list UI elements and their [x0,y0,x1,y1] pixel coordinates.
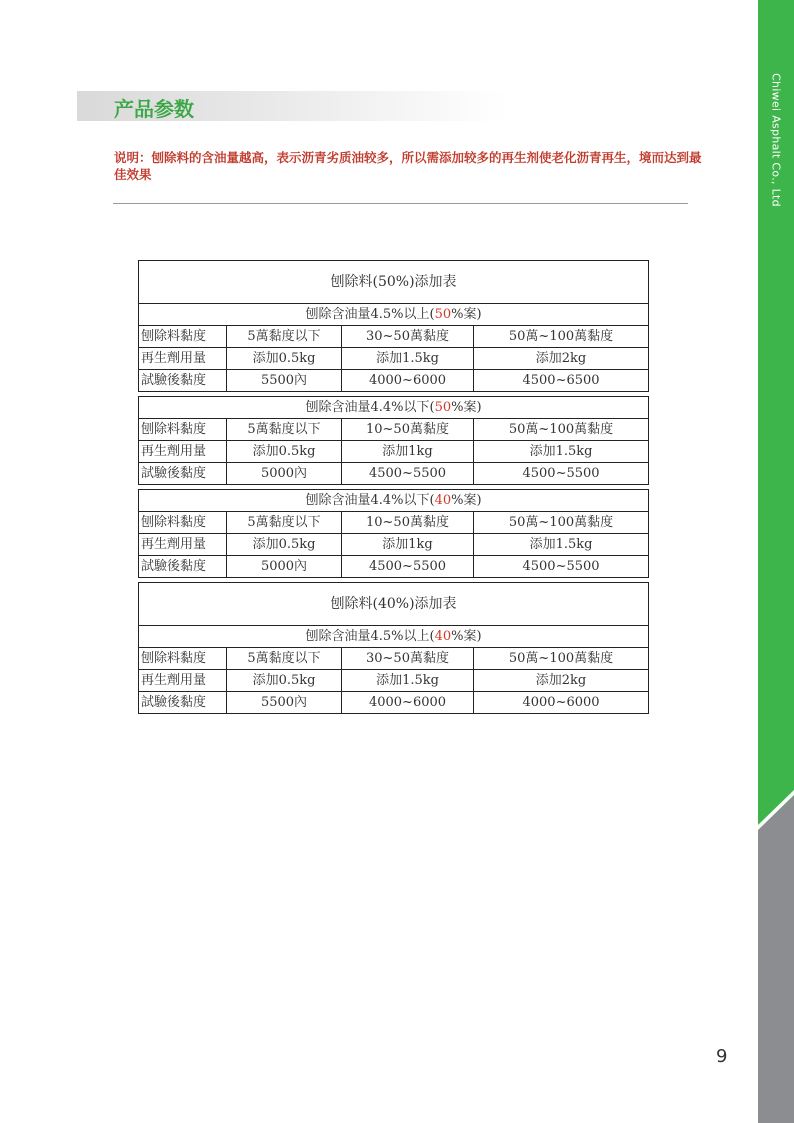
table-row [139,648,649,670]
table-row [139,512,649,534]
table-cell: 添加2kg [474,670,649,692]
table-cell: 4500~5500 [474,463,649,485]
table-cell: 試驗後黏度 [139,692,227,714]
page-number: 9 [716,1046,728,1067]
table-cell: 4500~5500 [474,556,649,578]
table-row [139,463,649,485]
table-cell: 4500~5500 [342,463,474,485]
table-row [139,534,649,556]
page-title: 产品参数 [114,97,194,121]
table-cell: 5萬黏度以下 [227,512,342,534]
table-cell: 再生劑用量 [139,441,227,463]
table-cell: 添加1kg [342,534,474,556]
addition-table-40-high [138,582,649,714]
table-subtitle: 刨除含油量4.4%以下(40%案) [139,490,649,512]
table-cell: 再生劑用量 [139,348,227,370]
side-band-gray [758,830,794,1123]
table-cell: 10~50萬黏度 [342,512,474,534]
table-cell: 刨除料黏度 [139,326,227,348]
table-title: 刨除料(40%)添加表 [139,583,649,626]
table-subtitle: 刨除含油量4.4%以下(50%案) [139,397,649,419]
table-cell: 添加1.5kg [474,534,649,556]
divider [113,203,688,204]
table-row [139,441,649,463]
table-cell: 添加1.5kg [342,670,474,692]
table-cell: 4500~6500 [474,370,649,392]
table-cell: 5500內 [227,692,342,714]
table-row [139,370,649,392]
description-note: 说明：刨除料的含油量越高，表示沥青劣质油较多，所以需添加较多的再生剂使老化沥青再生，境而达到最佳效果 [114,150,702,182]
table-cell: 5500內 [227,370,342,392]
table-cell: 添加2kg [474,348,649,370]
table-cell: 試驗後黏度 [139,370,227,392]
addition-table-50-low [138,396,649,485]
table-cell: 試驗後黏度 [139,556,227,578]
table-subtitle: 刨除含油量4.5%以上(40%案) [139,626,649,648]
table-cell: 刨除料黏度 [139,512,227,534]
table-cell: 刨除料黏度 [139,419,227,441]
table-cell: 再生劑用量 [139,670,227,692]
table-cell: 添加0.5kg [227,534,342,556]
table-cell: 添加1kg [342,441,474,463]
table-cell: 5萬黏度以下 [227,648,342,670]
table-cell: 5萬黏度以下 [227,326,342,348]
table-title: 刨除料(50%)添加表 [139,261,649,304]
table-row [139,326,649,348]
table-cell: 30~50萬黏度 [342,326,474,348]
table-cell: 50萬~100萬黏度 [474,419,649,441]
table-cell: 添加0.5kg [227,441,342,463]
table-cell: 50萬~100萬黏度 [474,326,649,348]
table-cell: 添加0.5kg [227,670,342,692]
table-row [139,670,649,692]
addition-table-50-high [138,260,649,392]
addition-table-40-low [138,489,649,578]
table-cell: 30~50萬黏度 [342,648,474,670]
table-cell: 5000內 [227,463,342,485]
table-cell: 10~50萬黏度 [342,419,474,441]
table-row [139,348,649,370]
table-cell: 4500~5500 [342,556,474,578]
table-cell: 4000~6000 [342,692,474,714]
table-cell: 5000內 [227,556,342,578]
table-cell: 刨除料黏度 [139,648,227,670]
table-subtitle: 刨除含油量4.5%以上(50%案) [139,304,649,326]
table-cell: 試驗後黏度 [139,463,227,485]
company-name: Chiwei Asphalt Co., Ltd [769,73,783,207]
table-cell: 4000~6000 [342,370,474,392]
table-cell: 再生劑用量 [139,534,227,556]
table-row [139,556,649,578]
table-cell: 添加0.5kg [227,348,342,370]
tables-container [138,260,648,714]
table-row [139,692,649,714]
table-cell: 添加1.5kg [342,348,474,370]
table-cell: 添加1.5kg [474,441,649,463]
table-cell: 50萬~100萬黏度 [474,648,649,670]
table-cell: 4000~6000 [474,692,649,714]
table-cell: 5萬黏度以下 [227,419,342,441]
table-cell: 50萬~100萬黏度 [474,512,649,534]
table-row [139,419,649,441]
